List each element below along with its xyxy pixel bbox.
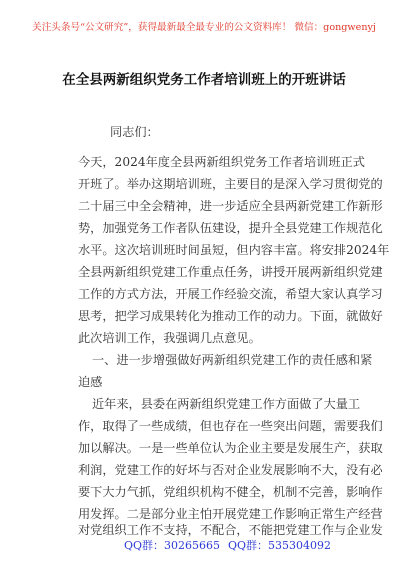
body-line: 此次培训工作，我强调几点意见。	[78, 331, 261, 345]
body-line: 工作的方式方法，开展工作经验交流，希望大家认真学习	[78, 287, 383, 301]
body-line: 利润，党建工作的好坏与否对企业发展影响不大，没有必	[78, 463, 383, 477]
body-line: 水平。这次培训班时间虽短，但内容丰富。将安排2024年	[78, 243, 390, 257]
section-heading: 一、进一步增强做好两新组织党建工作的责任感和紧	[92, 353, 373, 367]
salutation: 同志们：	[110, 125, 159, 139]
section-heading: 迫感	[78, 375, 103, 389]
body-line: 势，加强党务工作者队伍建设，提升全县党建工作规范化	[78, 221, 383, 235]
body-line: 今天，2024年度全县两新组织党务工作者培训班正式	[78, 155, 365, 169]
body-line: 作，取得了一些成绩，但也存在一些突出问题，需要我们	[78, 419, 383, 433]
body-line: 加以解决。一是一些单位认为企业主要是发展生产，获取	[78, 441, 383, 455]
header-banner: 关注头条号“公文研究”，获得最新最全最专业的公文资料库！ 微信：gongwenyj	[32, 22, 376, 33]
footer-qq-group-1: QQ群：30265665	[124, 539, 221, 552]
body-line: 全县两新组织党建工作重点任务，讲授开展两新组织党建	[78, 265, 383, 279]
body-line: 近年来，县委在两新组织党建工作方面做了大量工	[92, 397, 361, 411]
body-line: 二十届三中全会精神，进一步适应全县两新党建工作新形	[78, 199, 383, 213]
body-line: 要下大力气抓，党组织机构不健全，机制不完善，影响作	[78, 485, 383, 499]
document-title: 在全县两新组织党务工作者培训班上的开班讲话	[62, 72, 346, 88]
footer-qq-group-2: QQ群：535304092	[228, 539, 332, 552]
body-line: 对党组织工作不支持，不配合，不能把党建工作与企业发	[78, 523, 383, 537]
body-line: 思考，把学习成果转化为推动工作的动力。下面，就做好	[78, 309, 383, 323]
body-line: 开班了。举办这期培训班，主要目的是深入学习贯彻党的	[78, 177, 383, 191]
body-line: 用发挥。二是部分业主怕开展党建工作影响正常生产经营	[78, 507, 383, 521]
